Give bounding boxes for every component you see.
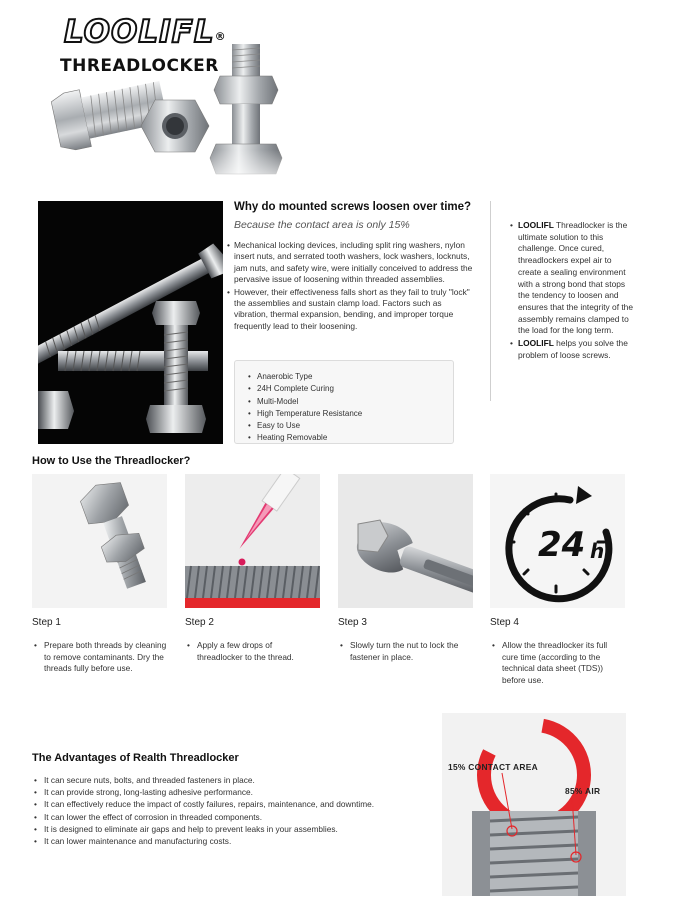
feature-list-box	[234, 360, 454, 444]
screws-photo	[38, 201, 223, 444]
step-3	[338, 474, 473, 663]
step-text: • Slowly turn the nut to lock the fastener in place.	[338, 640, 473, 663]
step-3-image	[338, 474, 473, 608]
feature-item: • Anaerobic Type	[257, 371, 453, 383]
advantages-title: The Advantages of Realth Threadlocker	[32, 752, 239, 764]
why-point: • Mechanical locking devices, including split ring washers, nylon insert nuts, and serrated tooth washers, lock washers, locknuts, jam nuts, and safety wire, were initially conceived to address the pervasive issue of loosening within threaded assemblies.	[234, 240, 474, 286]
step-label: Step 1	[32, 617, 61, 628]
step-4-image	[490, 474, 625, 608]
feature-item: • High Temperature Resistance	[257, 408, 453, 420]
feature-item: • Heating Removable	[257, 432, 453, 444]
brand-logo: LOOLIFL®	[64, 14, 227, 50]
step-1-image	[32, 474, 167, 608]
why-point: • However, their effectiveness falls short as they fail to truly "lock" the assemblies and sustain clamp load. Factors such as vibration, thermal expansion, bending, and improper torque frequently lead to their loosening.	[234, 287, 474, 333]
advantages-list	[44, 774, 444, 847]
advantage-item: • It can effectively reduce the impact of costly failures, repairs, maintenance, and downtime.	[44, 798, 444, 810]
hero-banner	[0, 0, 675, 190]
advantage-item: • It can lower the effect of corrosion in threaded components.	[44, 811, 444, 823]
why-points-list	[234, 240, 474, 333]
step-label: Step 3	[338, 617, 367, 628]
advantage-item: • It is designed to eliminate air gaps and help to prevent leaks in your assemblies.	[44, 823, 444, 835]
vertical-divider	[490, 201, 491, 401]
solution-point: • LOOLIFL Threadlocker is the ultimate solution to this challenge. Once cured, threadlockers expel air to create a sealing environment with a strong bond that stops the tendency to loosen and ensures that the integrity of the assembly remains clamped to the load for the long term.	[518, 220, 636, 337]
clock-24-text: 24	[538, 525, 586, 565]
hero-title: THREADLOCKER	[60, 56, 219, 76]
clock-hour-unit: h	[590, 539, 605, 563]
step-text: • Prepare both threads by cleaning to remove contaminants. Dry the threads fully before use.	[32, 640, 167, 675]
step-1	[32, 474, 167, 675]
step-2	[185, 474, 320, 663]
advantage-item: • It can lower maintenance and manufacturing costs.	[44, 835, 444, 847]
advantage-item: • It can provide strong, long-lasting adhesive performance.	[44, 786, 444, 798]
contact-area-graphic	[442, 713, 626, 896]
air-label: 85% AIR	[565, 786, 601, 796]
step-text: • Allow the threadlocker its full cure time (according to the technical data sheet (TDS)) before use.	[490, 640, 625, 686]
step-2-image	[185, 474, 320, 608]
feature-item: • 24H Complete Curing	[257, 383, 453, 395]
solution-point: • LOOLIFL helps you solve the problem of loose screws.	[518, 338, 636, 361]
contact-area-label: 15% CONTACT AREA	[448, 762, 538, 772]
step-4	[490, 474, 625, 686]
feature-item: • Easy to Use	[257, 420, 453, 432]
advantage-item: • It can secure nuts, bolts, and threaded fasteners in place.	[44, 774, 444, 786]
step-label: Step 2	[185, 617, 214, 628]
feature-item: • Multi-Model	[257, 396, 453, 408]
step-text: • Apply a few drops of threadlocker to the thread.	[185, 640, 320, 663]
solution-list	[518, 220, 636, 362]
why-title: Why do mounted screws loosen over time?	[234, 201, 472, 213]
how-to-title: How to Use the Threadlocker?	[32, 455, 191, 467]
step-label: Step 4	[490, 617, 519, 628]
why-subtitle: Because the contact area is only 15%	[234, 219, 410, 231]
